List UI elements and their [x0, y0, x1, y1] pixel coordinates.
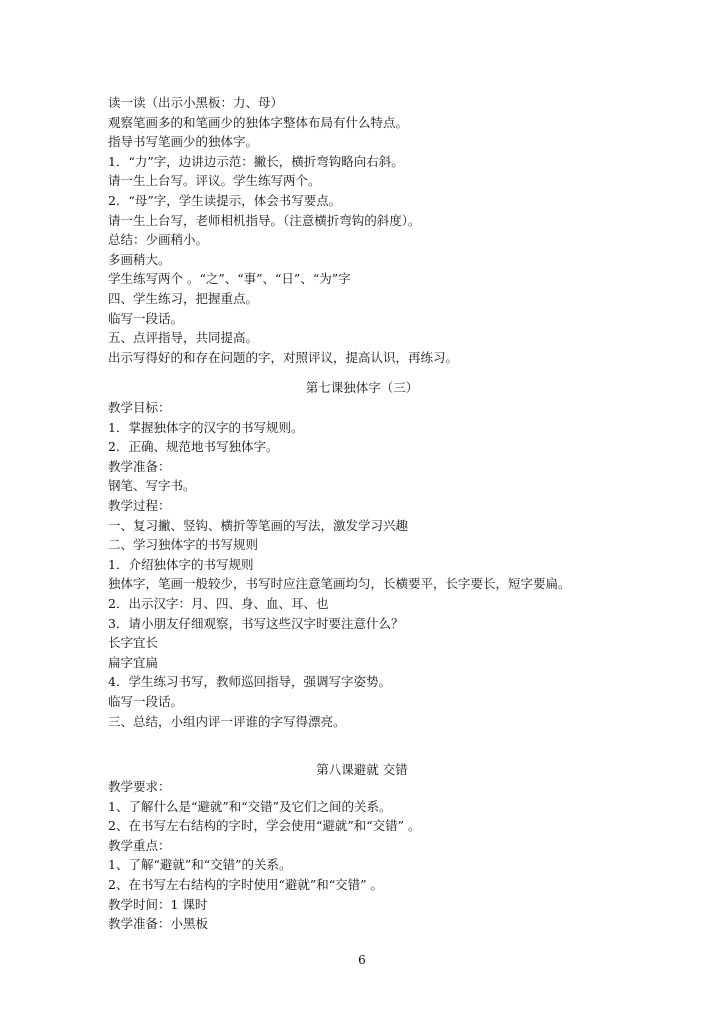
text-line: 学生练写两个 。“之”、“事”、“日”、“为”字 — [108, 271, 351, 287]
text-line: 五、点评指导，共同提高。 — [108, 330, 259, 346]
text-line: 教学准备： — [108, 458, 171, 474]
text-line: 读一读（出示小黑板：力、母） — [108, 95, 284, 110]
text-line: 3．请小朋友仔细观察，书写这些汉字时要注意什么？ — [108, 615, 404, 631]
lesson6-continuation — [108, 93, 628, 367]
text-line: 独体字，笔画一般较少，书写时应注意笔画均匀，长横要平，长字要长，短字要扁。 — [108, 576, 571, 592]
text-line: 总结：少画稍小。 — [108, 232, 209, 248]
text-line: 请一生上台写，老师相机指导。（注意横折弯钩的斜度）。 — [108, 212, 421, 228]
lesson8-title: 第八课避就 交错 — [316, 762, 408, 777]
text-line: 临写一段话。 — [108, 693, 184, 709]
text-line: 教学准备：小黑板 — [108, 916, 209, 932]
text-line: 指导书写笔画少的独体字。 — [108, 134, 259, 150]
text-line: 2、在书写左右结构的字时，学会使用“避就”和“交错” 。 — [108, 818, 421, 834]
text-line: 二、学习独体字的书写规则 — [108, 537, 259, 553]
text-line: 扁字宜扁 — [108, 654, 159, 670]
text-line: 出示写得好的和存在问题的字，对照评议，提高认识，再练习。 — [108, 349, 459, 365]
text-line: 多画稍大。 — [108, 251, 171, 267]
text-line: 4．学生练习书写，教师巡回指导，强调写字姿势。 — [108, 674, 391, 690]
text-line: 一、复习撇、竖钩、横折等笔画的写法，激发学习兴趣 — [108, 517, 409, 533]
text-line: 2．“母”字，学生读提示，体会书写要点。 — [108, 192, 342, 208]
text-line: 请一生上台写。评议。学生练写两个。 — [108, 173, 321, 189]
text-line: 1．掌握独体字的汉字的书写规则。 — [108, 419, 304, 435]
text-line: 1、了解什么是“避就”和“交错”及它们之间的关系。 — [108, 798, 392, 814]
text-line: 观察笔画多的和笔画少的独体字整体布局有什么特点。 — [108, 114, 409, 130]
text-line: 2、在书写左右结构的字时使用“避就”和“交错” 。 — [108, 876, 383, 892]
text-line: 2．出示汉字：月、四、身、血、耳、也 — [108, 595, 329, 611]
lesson8-body — [108, 777, 628, 934]
text-line: 三、总结，小组内评一评谁的字写得漂亮。 — [108, 713, 346, 729]
text-line: 四、学生练习，把握重点。 — [108, 290, 259, 306]
text-line: 1．“力”字，边讲边示范：撇长，横折弯钩略向右斜。 — [108, 153, 404, 169]
lesson7-body — [108, 398, 628, 731]
text-line: 2．正确、规范地书写独体字。 — [108, 439, 279, 455]
text-line: 教学目标： — [108, 400, 171, 415]
text-line: 长字宜长 — [108, 635, 159, 651]
text-line: 临写一段话。 — [108, 310, 184, 326]
text-line: 教学过程： — [108, 497, 171, 513]
lesson7-title: 第七课独体字（三） — [305, 380, 419, 395]
page-number: 6 — [358, 953, 366, 967]
text-line: 钢笔、写字书。 — [108, 478, 196, 494]
text-line: 1．介绍独体字的书写规则 — [108, 556, 254, 572]
text-line: 教学时间：1 课时 — [108, 896, 208, 912]
text-line: 教学重点： — [108, 837, 171, 853]
text-line: 1、了解“避就”和“交错”的关系。 — [108, 857, 292, 873]
text-line: 教学要求： — [108, 779, 171, 794]
